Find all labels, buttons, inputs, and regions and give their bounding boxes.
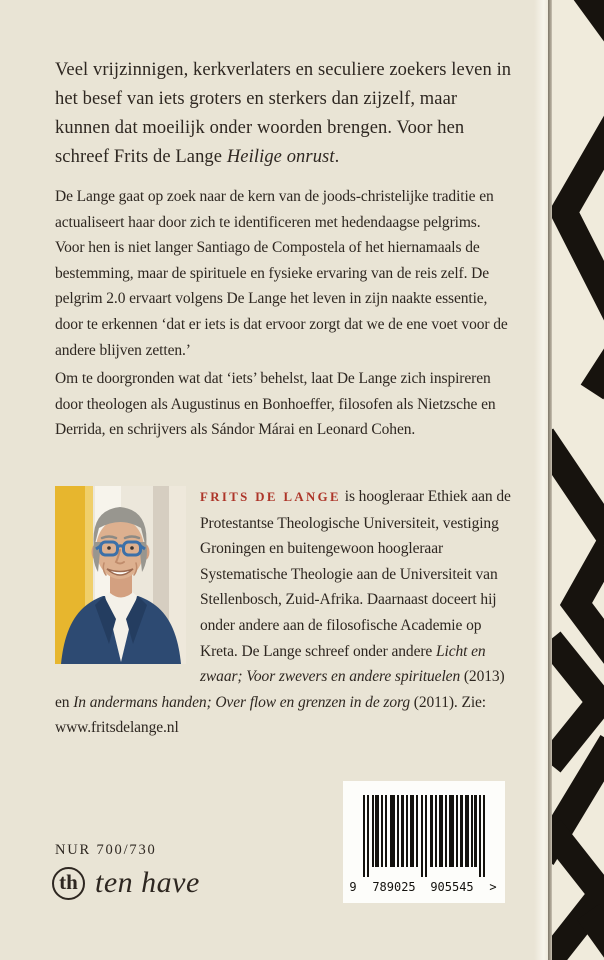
barcode-bars: [363, 795, 485, 877]
author-photo: [55, 486, 186, 664]
publisher-monogram-icon: th: [52, 867, 85, 900]
publisher-logo: [52, 866, 200, 900]
barcode-group-1: 789025: [372, 880, 416, 894]
author-bio-block: [55, 484, 513, 741]
publisher-name: ten have: [95, 866, 200, 899]
author-bio-text: FRITS DE LANGE is hoogleraar Ethiek aan de Protestantse Theologische Universiteit, vestiging Groningen en buitengewoon hoogleraar Systematische Theologie aan de Universiteit van Stellenbosch, Zuid-Afrika. Daarnaast doceert hij onder andere aan de filosofische Academie op Kreta. De Lange schreef onder andere Licht en zwaar; Voor zwevers en andere spirituelen (2013) en In andermans handen; Over flow en grenzen in de zorg (2011). Zie: www.fritsdelange.nl: [55, 488, 511, 737]
barcode-arrow: >: [489, 880, 497, 894]
barcode-digit-lead: 9: [349, 880, 357, 894]
intro-paragraph: Veel vrijzinnigen, kerkverlaters en seculiere zoekers leven in het besef van iets groters en sterkers dan zijzelf, maar kunnen dat moeilijk onder woorden brengen. Voor hen schreef Frits de Lange Heilige onrust.: [55, 60, 512, 167]
body-paragraph-1: De Lange gaat op zoek naar de kern van de joods-christelijke traditie en actualiseert haar door zich te identificeren met hedendaagse pelgrims. Voor hen is niet langer Santiago de Compostela of het hiernamaals de bestemming, maar de spirituele en fysieke ervaring van de reis zelf. De pelgrim 2.0 ervaart volgens De Lange het leven in zijn naakte essentie, door te erkennen ‘dat er iets is dat ervoor zorgt dat we de ene voet voor de andere blijven zetten.’: [55, 188, 508, 359]
barcode-group-2: 905545: [430, 880, 474, 894]
barcode: [343, 781, 505, 903]
body-paragraph-2: Om te doorgronden wat dat ‘iets’ behelst, laat De Lange zich inspireren door theologen als Augustinus en Bonhoeffer, filosofen als Nietzsche en Derrida, en schrijvers als Sándor Márai en Leonard Cohen.: [55, 370, 496, 439]
spine-fold-highlight: [534, 0, 548, 960]
nur-code: NUR 700/730: [55, 842, 157, 858]
zigzag-pattern-strip: [552, 0, 604, 960]
